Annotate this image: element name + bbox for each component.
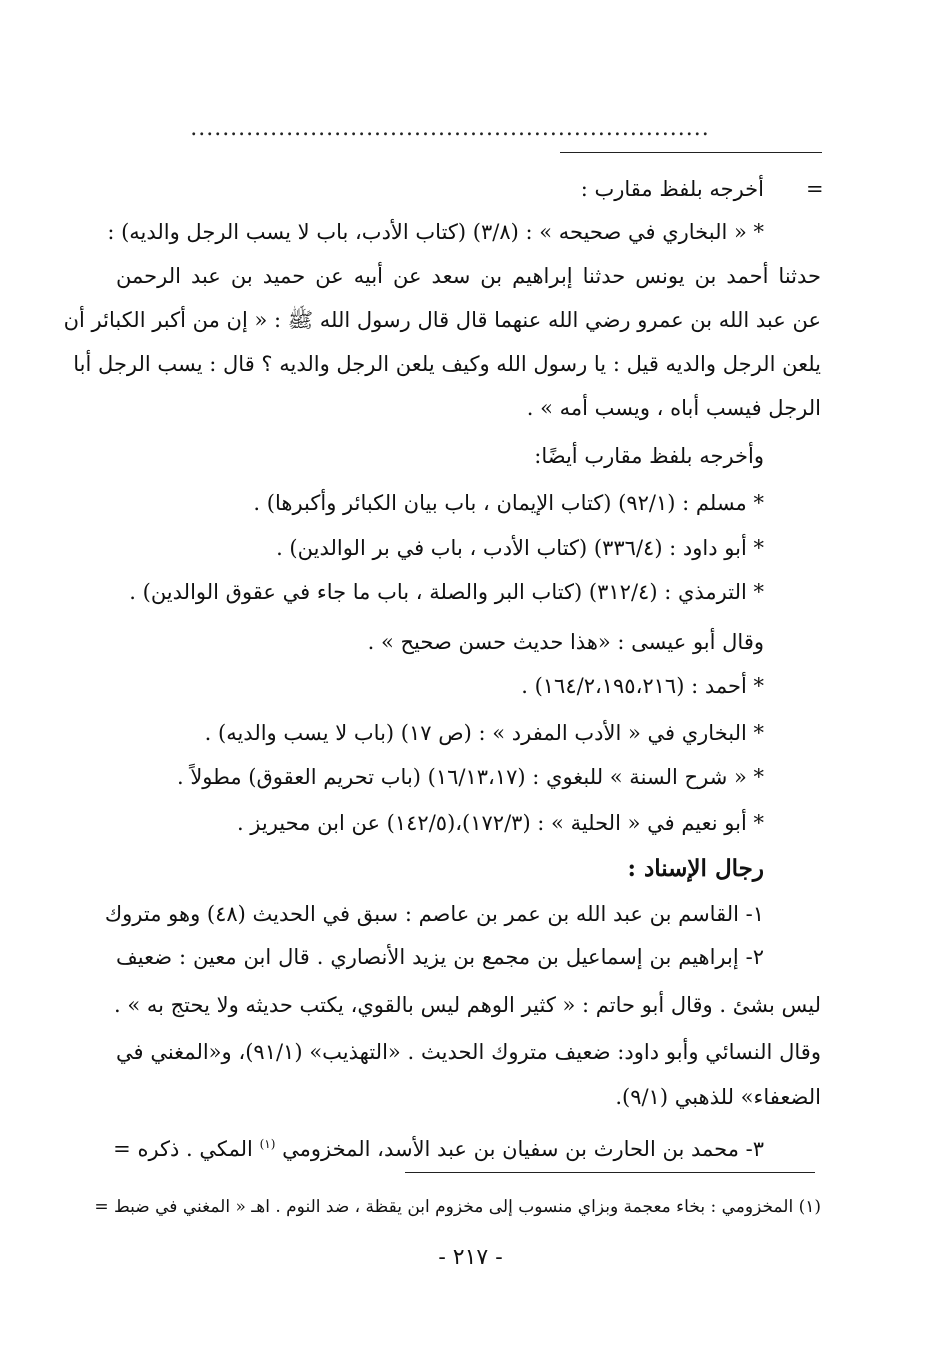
text-line-21 xyxy=(113,1127,764,1166)
continuation-mark: = xyxy=(806,177,824,201)
top-rule xyxy=(560,152,822,153)
text-line-9: * أبو داود : (٣٣٦/٤) (كتاب الأدب ، باب في بر الوالدين) . xyxy=(276,536,764,560)
text-line-16: ١- القاسم بن عبد الله بن عمر بن عاصم : سبق في الحديث (٤٨) وهو متروك xyxy=(104,902,764,926)
text-line-4: عن عبد الله بن عمرو رضي الله عنهما قال قال رسول الله ﷺ : « إن من أكبر الكبائر أن xyxy=(63,308,821,332)
text-line-21-start: ٣- محمد بن الحارث بن سفيان بن عبد الأسد، المخزومي xyxy=(282,1137,764,1161)
footnote-rule xyxy=(405,1172,815,1173)
text-line-1: أخرجه بلفظ مقارب : xyxy=(580,177,764,201)
text-line-12: * أحمد : (١٦٤/٢،١٩٥،٢١٦) . xyxy=(521,674,764,698)
page-number: - ٢١٧ - xyxy=(438,1245,503,1270)
text-line-5: يلعن الرجل والديه قيل : يا رسول الله وكيف يلعن الرجل والديه ؟ قال : يسب الرجل أبا xyxy=(73,352,821,376)
text-line-18: ليس بشئ . وقال أبو حاتم : « كثير الوهم ليس بالقوي، يكتب حديثه ولا يحتج به » . xyxy=(113,993,821,1017)
section-heading: رجال الإسناد : xyxy=(627,855,764,882)
footnote-reference: (١) xyxy=(259,1137,276,1151)
text-line-7: وأخرجه بلفظ مقارب أيضًا: xyxy=(534,444,764,468)
text-line-14: * « شرح السنة » للبغوي : (١٦/١٣،١٧) (باب تحريم العقوق) مطولاً . xyxy=(176,765,764,789)
separator-dots: ................................................................. xyxy=(190,116,710,141)
text-line-6: الرجل فيسب أباه ، ويسب أمه » . xyxy=(526,396,821,420)
text-line-10: * الترمذي : (٣١٢/٤) (كتاب البر والصلة ، باب ما جاء في عقوق الوالدين) . xyxy=(129,580,764,604)
text-line-15: * أبو نعيم في « الحلية » : (١٧٢/٣)،(١٤٢/٥) عن ابن محيريز . xyxy=(236,811,764,835)
text-line-21-end: المكي . ذكره = xyxy=(113,1137,253,1161)
text-line-13: * البخاري في « الأدب المفرد » : (ص ١٧) (باب لا يسب والديه) . xyxy=(204,721,764,745)
text-line-8: * مسلم : (٩٢/١) (كتاب الإيمان ، باب بيان الكبائر وأكبرها) . xyxy=(253,491,764,515)
text-line-2: * « البخاري في صحيحه » : (٣/٨) (كتاب الأدب، باب لا يسب الرجل والديه) : xyxy=(107,220,764,244)
footnote-text: (١) المخزومي : بخاء معجمة وبزاي منسوب إلى مخزوم ابن يقظة ، ضد النوم . اهـ « المغني في ضبط = xyxy=(94,1197,821,1217)
text-line-3: حدثنا أحمد بن يونس حدثنا إبراهيم بن سعد عن أبيه عن حميد بن عبد الرحمن xyxy=(116,264,821,288)
text-line-19: وقال النسائي وأبو داود: ضعيف متروك الحديث . «التهذيب» (٩١/١)، و«المغني في xyxy=(116,1040,821,1064)
text-line-20: الضعفاء» للذهبي (٩/١). xyxy=(615,1085,821,1109)
text-line-17: ٢- إبراهيم بن إسماعيل بن مجمع بن يزيد الأنصاري . قال ابن معين : ضعيف xyxy=(116,945,764,969)
text-line-11: وقال أبو عيسى : «هذا حديث حسن صحيح » . xyxy=(367,630,764,654)
